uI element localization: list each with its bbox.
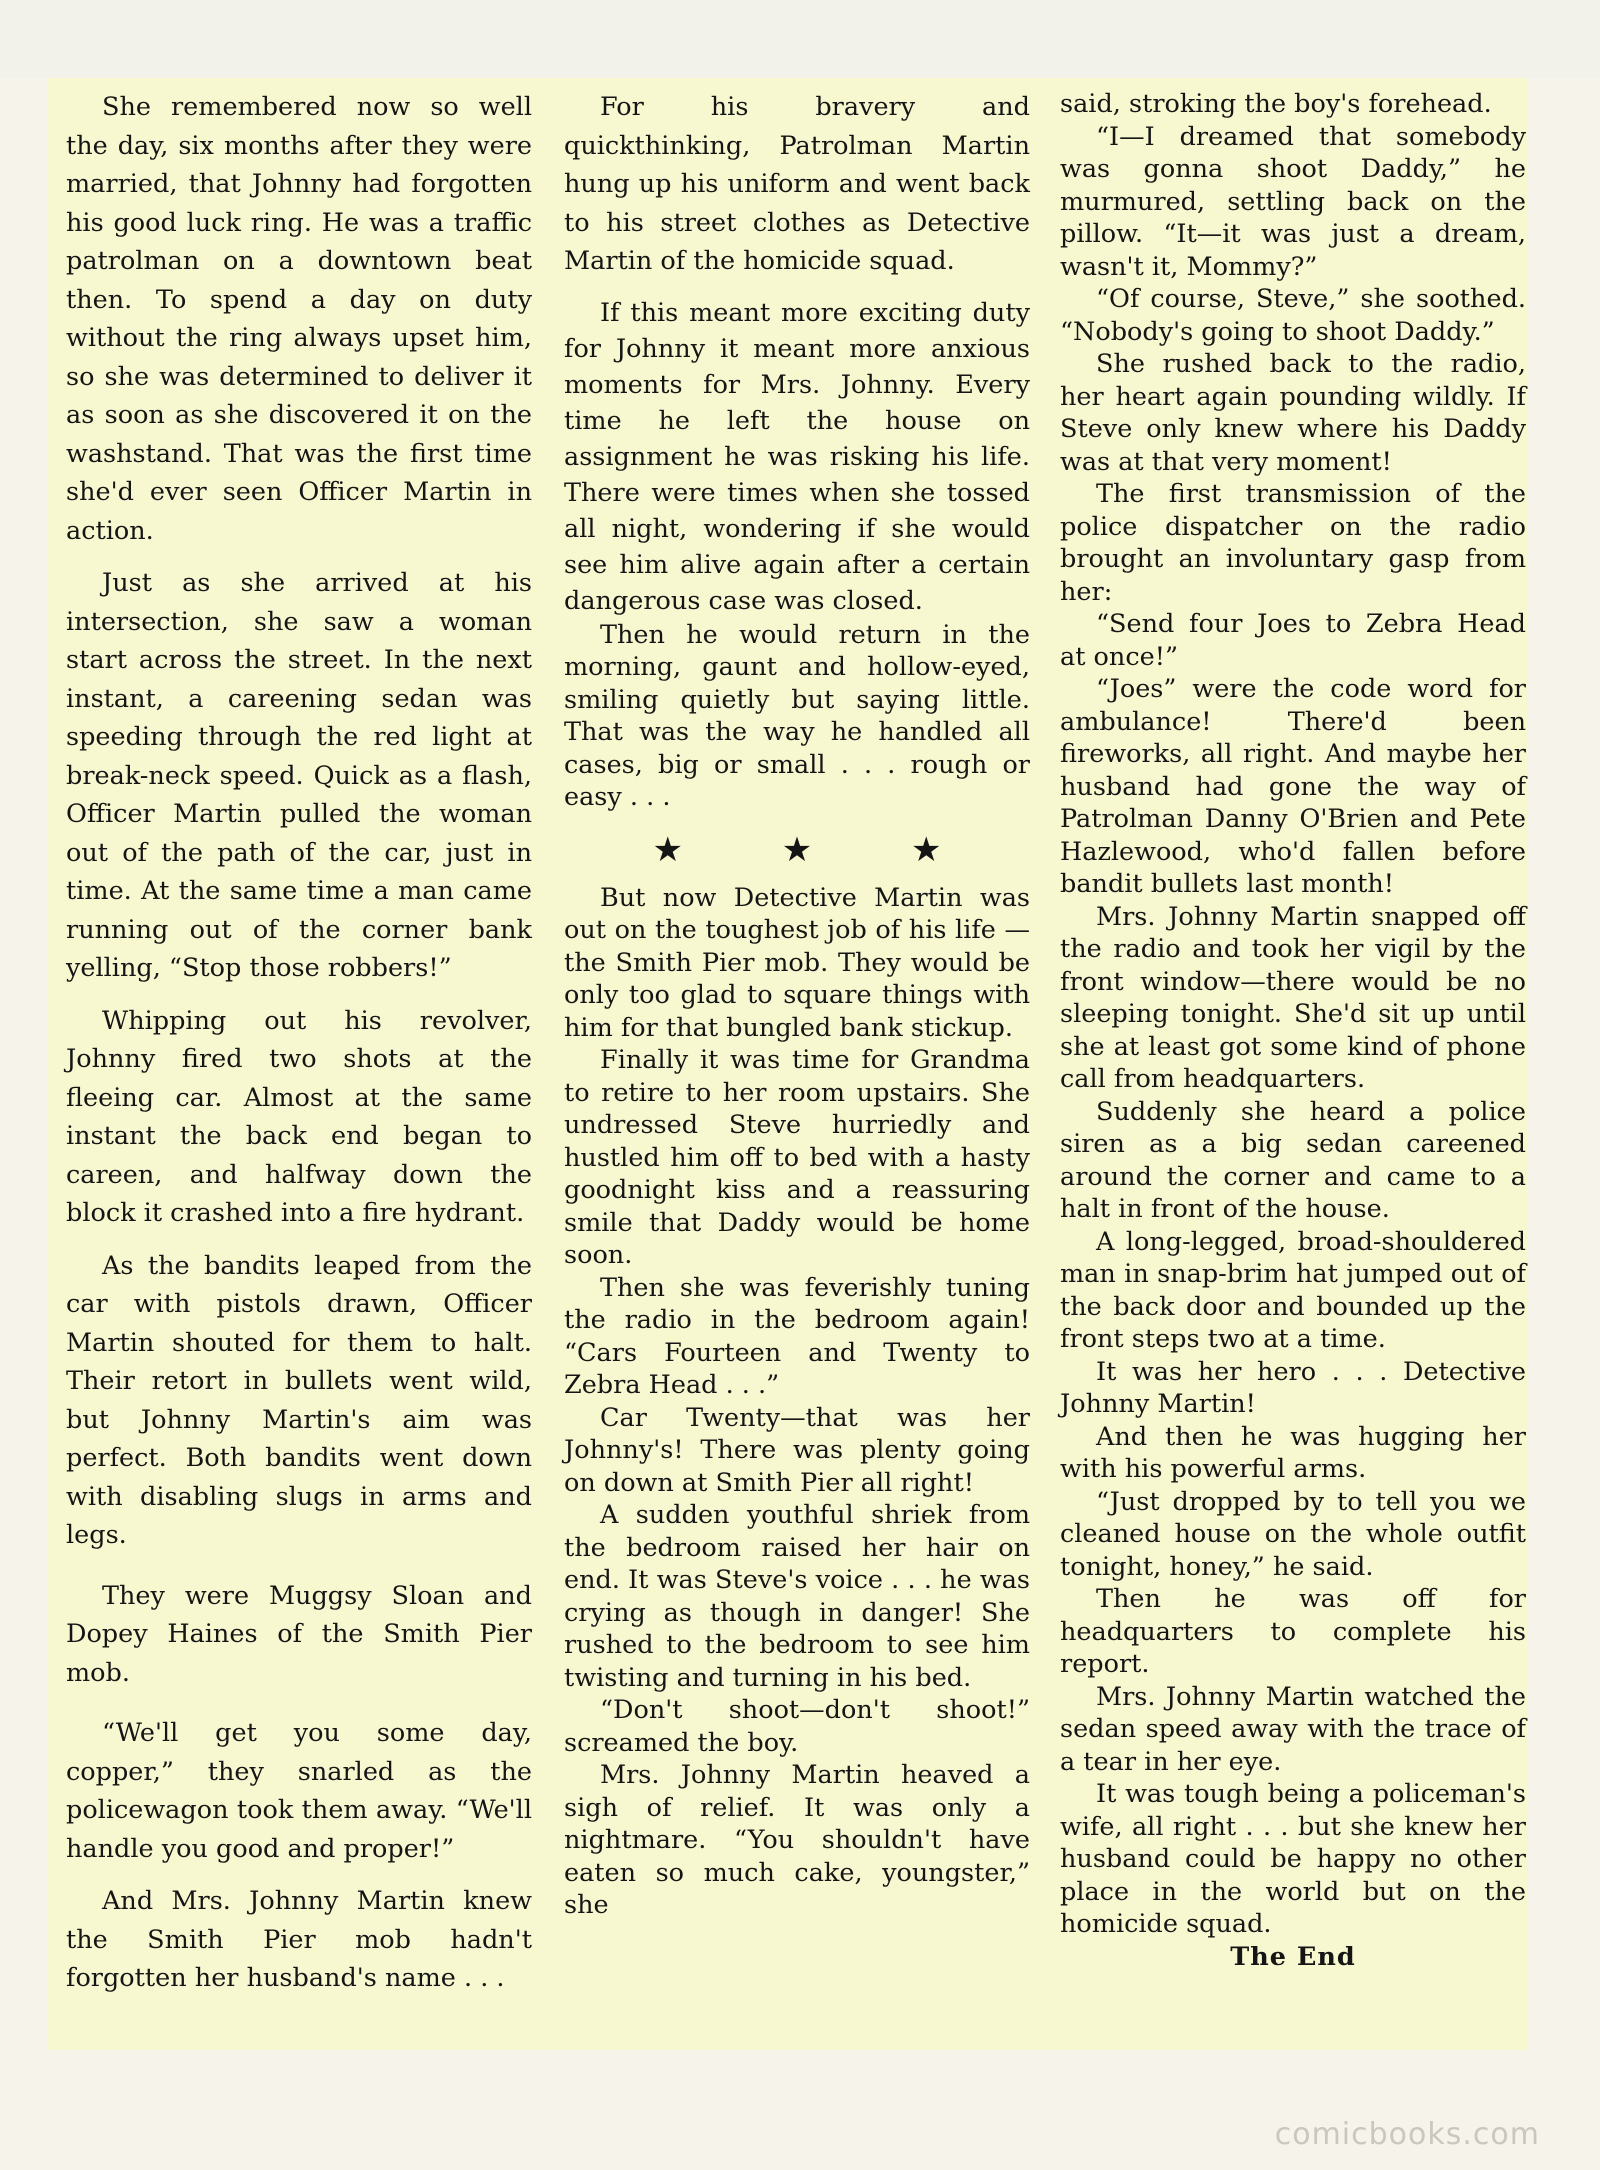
paragraph: Mrs. Johnny Martin heaved a sigh of relief. It was only a nightmare. “You shouldn't have eaten so much cake, youngster,” she: [564, 1760, 1030, 1920]
paragraph: It was tough being a policeman's wife, all right . . . but she knew her husband could be happy no other place in the world but on the homicide squad.: [1060, 1779, 1526, 1939]
paragraph: The first transmission of the police dispatcher on the radio brought an involuntary gasp from her:: [1060, 479, 1526, 607]
paragraph: Then he was off for headquarters to complete his report.: [1060, 1584, 1526, 1679]
paragraph: Then she was feverishly tuning the radio in the bedroom again! “Cars Fourteen and Twenty to Zebra Head . . .”: [564, 1272, 1030, 1400]
paragraph: She rushed back to the radio, her heart again pounding wildly. If Steve only knew where his Daddy was at that very moment!: [1060, 349, 1526, 477]
text-column-3: [1060, 88, 1526, 2078]
paragraph: A long-legged, broad-shouldered man in snap-brim hat jumped out of the back door and bounded up the front steps two at a time.: [1060, 1226, 1526, 1354]
paragraph: Finally it was time for Grandma to retire to her room upstairs. She undressed Steve hurriedly and hustled him off to bed with a hasty goodnight kiss and a reassuring smile that Daddy would be home soon.: [564, 1045, 1030, 1270]
text-column-1: [66, 88, 532, 2078]
paragraph: “I—I dreamed that somebody was gonna shoot Daddy,” he murmured, settling back on the pillow. “It—it was just a dream, wasn't it, Mommy?”: [1060, 121, 1526, 282]
paragraph: They were Muggsy Sloan and Dopey Haines of the Smith Pier mob.: [66, 1580, 532, 1688]
watermark: comicbooks.com: [1274, 2117, 1540, 2152]
paragraph: said, stroking the boy's forehead.: [1060, 89, 1492, 119]
paragraph: Suddenly she heard a police siren as a big sedan careened around the corner and came to a halt in front of the house.: [1060, 1096, 1526, 1224]
top-margin: [0, 0, 1600, 78]
paragraph: It was her hero . . . Detective Johnny Martin!: [1060, 1356, 1526, 1419]
paragraph: “Just dropped by to tell you we cleaned house on the whole outfit tonight, honey,” he said.: [1060, 1486, 1526, 1582]
paragraph: As the bandits leaped from the car with pistols drawn, Officer Martin shouted for them to halt. Their retort in bullets went wild, but Johnny Martin's aim was perfect. Both bandits went down with disabling slugs in arms and legs.: [66, 1250, 532, 1550]
paragraph: Mrs. Johnny Martin watched the sedan speed away with the trace of a tear in her eye.: [1060, 1681, 1526, 1777]
section-separator: ★ ★ ★: [652, 829, 986, 870]
paragraph: She remembered now so well the day, six months after they were married, that Johnny had forgotten his good luck ring. He was a traffic patrolman on a downtown beat then. To spend a day on duty without the ring always upset him, so she was determined to deliver it as soon as she discovered it on the washstand. That was the first time she'd ever seen Officer Martin in action.: [66, 92, 532, 546]
paragraph: Whipping out his revolver, Johnny fired two shots at the fleeing car. Almost at the same instant the back end began to careen, and halfway down the block it crashed into a fire hydrant.: [66, 1005, 532, 1228]
paragraph: And then he was hugging her with his powerful arms.: [1060, 1421, 1526, 1484]
paragraph: Just as she arrived at his intersection, she saw a woman start across the street. In the next instant, a careening sedan was speeding through the red light at break-neck speed. Quick as a flash, Officer Martin pulled the woman out of the path of the car, just in time. At the same time a man came running out of the corner bank yelling, “Stop those robbers!”: [66, 568, 532, 983]
paragraph: Mrs. Johnny Martin snapped off the radio and took her vigil by the front window—there would be no sleeping tonight. She'd sit up until she at least got some kind of phone call from headquarters.: [1060, 901, 1526, 1094]
paragraph: Car Twenty—that was her Johnny's! There was plenty going on down at Smith Pier all right!: [564, 1402, 1030, 1498]
paragraph: “Of course, Steve,” she soothed. “Nobody's going to shoot Daddy.”: [1060, 284, 1526, 347]
paragraph: But now Detective Martin was out on the toughest job of his life — the Smith Pier mob. They would be only too glad to square things with him for that bungled bank stickup.: [564, 882, 1030, 1043]
paragraph: Then he would return in the morning, gaunt and hollow-eyed, smiling quietly but saying little. That was the way he handled all cases, big or small . . . rough or easy . . .: [564, 619, 1030, 812]
paragraph: “Joes” were the code word for ambulance! There'd been fireworks, all right. And maybe her husband had gone the way of Patrolman Danny O'Brien and Pete Hazlewood, who'd fallen before bandit bullets last month!: [1060, 674, 1526, 899]
paragraph: If this meant more exciting duty for Johnny it meant more anxious moments for Mrs. Johnny. Every time he left the house on assignment he was risking his life. There were times when she tossed all night, wondering if she would see him alive again after a certain dangerous case was closed.: [564, 297, 1030, 616]
paragraph: “Send four Joes to Zebra Head at once!”: [1060, 609, 1526, 672]
text-column-2: [564, 88, 1030, 2078]
the-end-label: The End: [1230, 1941, 1356, 1972]
paragraph: For his bravery and quickthinking, Patrolman Martin hung up his uniform and went back to his street clothes as Detective Martin of the homicide squad.: [564, 92, 1030, 276]
paragraph: And Mrs. Johnny Martin knew the Smith Pier mob hadn't forgotten her husband's name . . .: [66, 1886, 532, 1993]
paragraph: A sudden youthful shriek from the bedroom raised her hair on end. It was Steve's voice . . . he was crying as though in danger! She rushed to the bedroom to see him twisting and turning in his bed.: [564, 1500, 1030, 1693]
paragraph: “Don't shoot—don't shoot!” screamed the boy.: [564, 1695, 1030, 1758]
story-page: [48, 78, 1528, 2050]
paragraph: “We'll get you some day, copper,” they snarled as the policewagon took them away. “We'll handle you good and proper!”: [66, 1718, 532, 1864]
